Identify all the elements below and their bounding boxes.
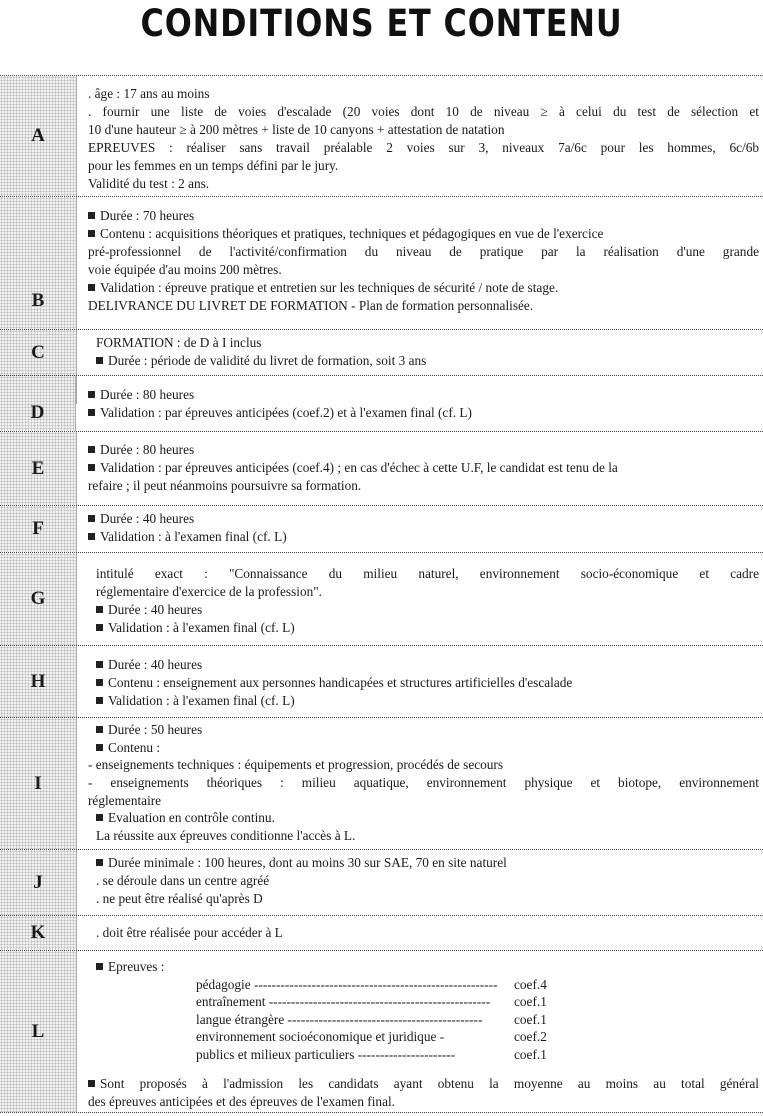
text-line: Durée : 40 heures — [108, 602, 203, 617]
row-content — [96, 854, 759, 908]
text-line: Durée : 80 heures — [100, 387, 195, 402]
coef-row — [196, 1028, 759, 1046]
bullet-icon — [88, 1080, 95, 1087]
bullet-icon — [88, 446, 95, 453]
text-line: Contenu : enseignement aux personnes handicapées et structures artificielles d'escalade — [108, 675, 573, 690]
row-content — [88, 958, 759, 1111]
row-letter: L — [0, 951, 77, 1112]
row-g — [0, 552, 763, 645]
row-letter: K — [0, 916, 77, 950]
text-line: . se déroule dans un centre agréé — [96, 873, 270, 888]
text-line: Validation : à l'examen final (cf. L) — [108, 693, 295, 708]
coef-label: entraînement -------------------------------------------------- — [196, 994, 491, 1009]
row-letter: J — [0, 850, 77, 915]
text-line: . doit être réalisée pour accéder à L — [96, 925, 283, 940]
text-line: . ne peut être réalisé qu'après D — [96, 891, 263, 906]
text-line: Durée : 40 heures — [100, 511, 195, 526]
coef-row — [196, 1011, 759, 1029]
row-content — [96, 924, 759, 942]
coef-row — [196, 993, 759, 1011]
text-line: refaire ; il peut néanmoins poursuivre sa formation. — [88, 478, 362, 493]
text-line: EPREUVES : réaliser sans travail préalable 2 voies sur 3, niveaux 7a/6c pour les hommes, 6c/6b — [88, 140, 759, 155]
row-content — [88, 85, 759, 193]
bullet-icon — [88, 284, 95, 291]
text-line: intitulé exact : "Connaissance du milieu naturel, environnement socio-économique et cadre — [96, 566, 759, 581]
bullet-icon — [96, 859, 103, 866]
coef-value: coef.1 — [514, 1046, 547, 1062]
text-line: pré-professionnel de l'activité/confirmation du niveau de pratique par la réalisation d'une grande — [88, 244, 759, 259]
text-line: 10 d'une hauteur ≥ à 200 mètres + liste de 10 canyons + attestation de natation — [88, 122, 505, 137]
row-e — [0, 431, 763, 505]
row-letter: C — [0, 330, 77, 375]
bullet-icon — [96, 697, 103, 704]
bullet-icon — [88, 230, 95, 237]
text-line: Durée : période de validité du livret de formation, soit 3 ans — [108, 353, 427, 368]
row-content — [88, 386, 759, 422]
text-line: Contenu : acquisitions théoriques et pratiques, techniques et pédagogiques en vue de l'exercice — [100, 226, 604, 241]
text-line: Epreuves : — [108, 959, 165, 974]
row-letter: A — [0, 76, 77, 196]
bullet-icon — [88, 464, 95, 471]
text-line: FORMATION : de D à I inclus — [96, 335, 262, 350]
text-line: Contenu : — [108, 739, 161, 755]
row-i — [0, 717, 763, 849]
text-line: pour les femmes en un temps défini par le jury. — [88, 158, 339, 173]
bullet-icon — [96, 357, 103, 364]
coef-row — [196, 976, 759, 994]
row-l — [0, 950, 763, 1113]
text-line: . fournir une liste de voies d'escalade (20 voies dont 10 de niveau ≥ à celui du test de sélection et — [88, 104, 759, 119]
bullet-icon — [88, 533, 95, 540]
row-letter: I — [0, 718, 77, 849]
row-letter: E — [0, 432, 77, 505]
text-line: Validation : à l'examen final (cf. L) — [100, 529, 287, 544]
text-line: Durée : 70 heures — [100, 208, 195, 223]
text-line: Durée minimale : 100 heures, dont au moins 30 sur SAE, 70 en site naturel — [108, 855, 507, 870]
text-line: - enseignements théoriques : milieu aquatique, environnement physique et biotope, environnement — [88, 774, 759, 790]
text-line: La réussite aux épreuves conditionne l'accès à L. — [96, 827, 356, 843]
text-line: . âge : 17 ans au moins — [88, 86, 210, 101]
text-line: Validation : à l'examen final (cf. L) — [108, 620, 295, 635]
text-line: - enseignements techniques : équipements et progression, procédés de secours — [88, 757, 504, 772]
text-line: Validation : épreuve pratique et entretien sur les techniques de sécurité / note de stage. — [100, 280, 559, 295]
bullet-icon — [88, 409, 95, 416]
row-letter: H — [0, 646, 77, 717]
row-d — [0, 375, 763, 431]
bullet-icon — [96, 624, 103, 631]
page-title: CONDITIONS ET CONTENU — [140, 2, 623, 45]
text-line: Durée : 50 heures — [108, 722, 203, 737]
text-line: voie équipée d'au moins 200 mètres. — [88, 262, 282, 277]
bullet-icon — [96, 679, 103, 686]
text-line: Validation : par épreuves anticipées (coef.4) ; en cas d'échec à cette U.F, le candidat est tenu de la — [100, 460, 618, 475]
row-j — [0, 849, 763, 915]
coef-label: environnement socioéconomique et juridique - — [196, 1029, 445, 1044]
text-line: réglementaire d'exercice de la profession". — [96, 584, 323, 599]
row-a — [0, 75, 763, 196]
bullet-icon — [88, 212, 95, 219]
row-content — [88, 207, 759, 315]
coef-table — [196, 976, 759, 1064]
row-letter: D — [0, 376, 76, 431]
bullet-icon — [96, 814, 103, 821]
bullet-icon — [96, 963, 103, 970]
coef-value: coef.4 — [514, 976, 547, 992]
coef-value: coef.2 — [514, 1029, 547, 1044]
bullet-icon — [88, 391, 95, 398]
text-line: Durée : 40 heures — [108, 657, 203, 672]
coef-row — [196, 1046, 759, 1064]
row-letter: G — [0, 553, 77, 645]
row-letter: B — [0, 197, 77, 404]
text-line: des épreuves anticipées et des épreuves de l'examen final. — [88, 1094, 395, 1109]
coef-label: publics et milieux particuliers ---------------------- — [196, 1046, 456, 1062]
row-content — [96, 656, 759, 710]
row-content — [88, 510, 759, 546]
bullet-icon — [96, 744, 103, 751]
text-line: DELIVRANCE DU LIVRET DE FORMATION - Plan de formation personnalisée. — [88, 298, 534, 313]
row-c — [0, 329, 763, 375]
row-k — [0, 915, 763, 950]
row-letter: F — [0, 506, 77, 552]
text-line: Validation : par épreuves anticipées (coef.2) et à l'examen final (cf. L) — [100, 405, 472, 420]
text-line: réglementaire — [88, 792, 162, 808]
text-line: Durée : 80 heures — [100, 442, 195, 457]
coef-value: coef.1 — [514, 1011, 547, 1027]
coef-label: langue étrangère -------------------------------------------- — [196, 1011, 483, 1027]
text-line: Sont proposés à l'admission les candidats ayant obtenu la moyenne au moins au total général — [100, 1076, 759, 1091]
row-content — [88, 721, 759, 844]
row-h — [0, 645, 763, 717]
bullet-icon — [96, 661, 103, 668]
bullet-icon — [96, 606, 103, 613]
coef-value: coef.1 — [514, 994, 547, 1009]
bullet-icon — [96, 726, 103, 733]
row-f — [0, 505, 763, 552]
coef-label: pédagogie ------------------------------------------------------- — [196, 976, 498, 992]
text-line: Evaluation en contrôle continu. — [108, 810, 275, 825]
row-content — [88, 441, 759, 495]
row-content — [96, 334, 759, 370]
row-content — [96, 565, 759, 637]
bullet-icon — [88, 515, 95, 522]
text-line: Validité du test : 2 ans. — [88, 176, 210, 191]
